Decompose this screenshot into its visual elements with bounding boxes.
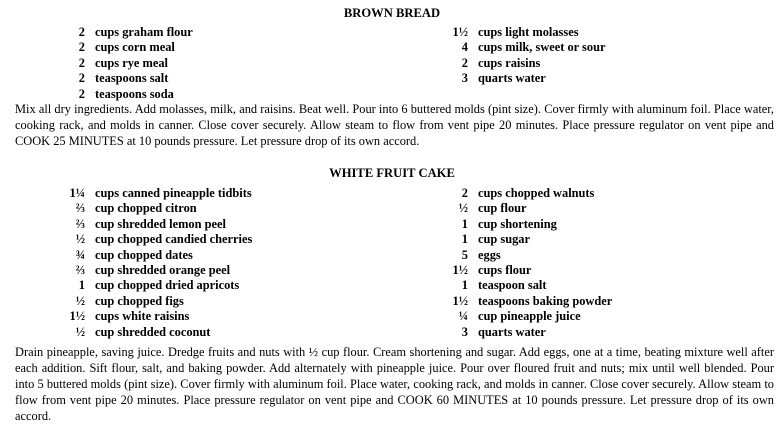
ingredient-text: cups milk, sweet or sour [478, 40, 606, 55]
ingredient-row [438, 201, 612, 216]
ingredient-text: cup shredded coconut [95, 324, 211, 339]
ingredient-list-left [55, 186, 252, 340]
ingredient-row [438, 71, 605, 86]
ingredient-qty: ⅔ [75, 201, 85, 216]
ingredient-row [55, 232, 252, 247]
ingredient-row [55, 186, 252, 201]
ingredient-row [55, 294, 252, 309]
ingredient-qty: 1 [461, 232, 468, 247]
recipe-title-brown-bread: BROWN BREAD [343, 6, 441, 20]
ingredient-text: cups rye meal [95, 55, 168, 70]
ingredient-row [55, 248, 252, 263]
ingredient-text: cup chopped figs [95, 293, 184, 308]
ingredient-qty: 2 [461, 55, 468, 70]
ingredient-text: cup shortening [478, 216, 557, 231]
ingredient-qty: 2 [78, 25, 85, 39]
ingredient-row [55, 309, 252, 324]
ingredient-row [55, 56, 193, 71]
ingredient-qty: 3 [461, 71, 468, 86]
ingredient-qty: 2 [78, 86, 85, 101]
ingredient-row [438, 325, 612, 340]
ingredient-row [438, 309, 612, 324]
ingredient-qty: ¼ [458, 309, 468, 324]
ingredient-qty: 1½ [452, 262, 468, 277]
ingredient-text: cups flour [478, 262, 532, 277]
directions-text: Mix all dry ingredients. Add molasses, milk, and raisins. Beat well. Pour into 6 buttered molds (pint size). Cover firmly with aluminum foil. Place water, cooking rack, and molds in canner. Close cover securely. Allow steam to flow from vent pipe 20 minutes. Place pressure regulator on vent pipe and COOK 25 MINUTES at 10 pounds pressure. Let pressure drop of its own accord. [15, 102, 774, 148]
ingredient-qty: ¾ [75, 247, 85, 262]
ingredient-text: cups canned pineapple tidbits [95, 186, 252, 200]
ingredient-text: cup chopped candied cherries [95, 232, 253, 247]
ingredient-list-right [438, 186, 612, 340]
ingredient-row [55, 217, 252, 232]
ingredient-qty: 1 [461, 216, 468, 231]
ingredient-qty: ½ [75, 324, 85, 339]
ingredient-row [55, 278, 252, 293]
ingredient-text: teaspoons salt [95, 71, 169, 86]
ingredient-qty: 3 [461, 324, 468, 339]
ingredient-qty: 1 [78, 278, 85, 293]
ingredient-qty: ⅔ [75, 216, 85, 231]
ingredient-text: cup flour [478, 201, 527, 216]
ingredient-row [438, 232, 612, 247]
ingredient-text: cup shredded lemon peel [95, 216, 226, 231]
ingredient-row [438, 186, 612, 201]
ingredient-row [438, 248, 612, 263]
ingredient-qty: 4 [461, 40, 468, 55]
ingredient-text: cup shredded orange peel [95, 262, 231, 277]
ingredient-row [438, 40, 605, 55]
ingredient-text: cup chopped citron [95, 201, 197, 216]
ingredient-text: cup chopped dried apricots [95, 278, 240, 293]
ingredient-text: cups corn meal [95, 40, 175, 55]
ingredient-text: teaspoons baking powder [478, 293, 613, 308]
ingredient-text: cups graham flour [95, 25, 193, 39]
ingredient-row [438, 217, 612, 232]
ingredient-qty: ½ [458, 201, 468, 216]
ingredient-row [438, 56, 605, 71]
ingredient-text: eggs [478, 247, 501, 262]
ingredient-row [55, 40, 193, 55]
ingredient-qty: ⅔ [75, 262, 85, 277]
directions-text: Drain pineapple, saving juice. Dredge fruits and nuts with ½ cup flour. Cream shortening and sugar. Add eggs, one at a time, beating mixture well after each addition. Sift flour, salt, and baking powder. Add alternately with pineapple juice. Pour over floured fruit and nuts; mix until well blended. Pour into 5 buttered molds (pint size). Cover firmly with aluminum foil. Place water, cooking rack, and molds in canner. Close cover securely. Allow steam to flow from vent pipe 20 minutes. Place pressure regulator on vent pipe and COOK 60 MINUTES at 10 pounds pressure. Let pressure drop of its own accord. [15, 345, 774, 423]
ingredient-row [438, 294, 612, 309]
ingredient-row [55, 263, 252, 278]
recipe-directions [15, 101, 774, 149]
recipe-title-white-fruit-cake: WHITE FRUIT CAKE [329, 166, 455, 180]
ingredient-row [438, 278, 612, 293]
ingredient-list-left [55, 25, 193, 102]
ingredient-row [438, 25, 605, 40]
ingredient-text: cups chopped walnuts [478, 186, 595, 200]
ingredient-qty: 5 [461, 247, 468, 262]
ingredient-text: teaspoons soda [95, 86, 174, 101]
ingredient-text: quarts water [478, 324, 546, 339]
ingredient-row [55, 87, 193, 102]
ingredient-text: cups white raisins [95, 309, 190, 324]
ingredient-row [55, 71, 193, 86]
ingredient-qty: 1½ [452, 25, 468, 39]
ingredient-text: cup sugar [478, 232, 530, 247]
ingredient-qty: 2 [78, 55, 85, 70]
ingredient-text: cup pineapple juice [478, 309, 581, 324]
ingredient-qty: 2 [461, 186, 468, 200]
ingredient-qty: 1 [461, 278, 468, 293]
ingredient-qty: 2 [78, 71, 85, 86]
ingredient-text: teaspoon salt [478, 278, 547, 293]
recipe-directions [15, 344, 774, 424]
ingredient-row [55, 25, 193, 40]
ingredient-text: cups light molasses [478, 25, 579, 39]
ingredient-text: quarts water [478, 71, 546, 86]
ingredient-list-right [438, 25, 605, 87]
ingredient-text: cups raisins [478, 55, 541, 70]
ingredient-qty: 1¼ [69, 186, 85, 200]
ingredient-text: cup chopped dates [95, 247, 193, 262]
ingredient-row [438, 263, 612, 278]
ingredient-qty: ½ [75, 293, 85, 308]
ingredient-row [55, 325, 252, 340]
ingredient-qty: 2 [78, 40, 85, 55]
ingredient-row [55, 201, 252, 216]
ingredient-qty: 1½ [69, 309, 85, 324]
ingredient-qty: 1½ [452, 293, 468, 308]
ingredient-qty: ½ [75, 232, 85, 247]
